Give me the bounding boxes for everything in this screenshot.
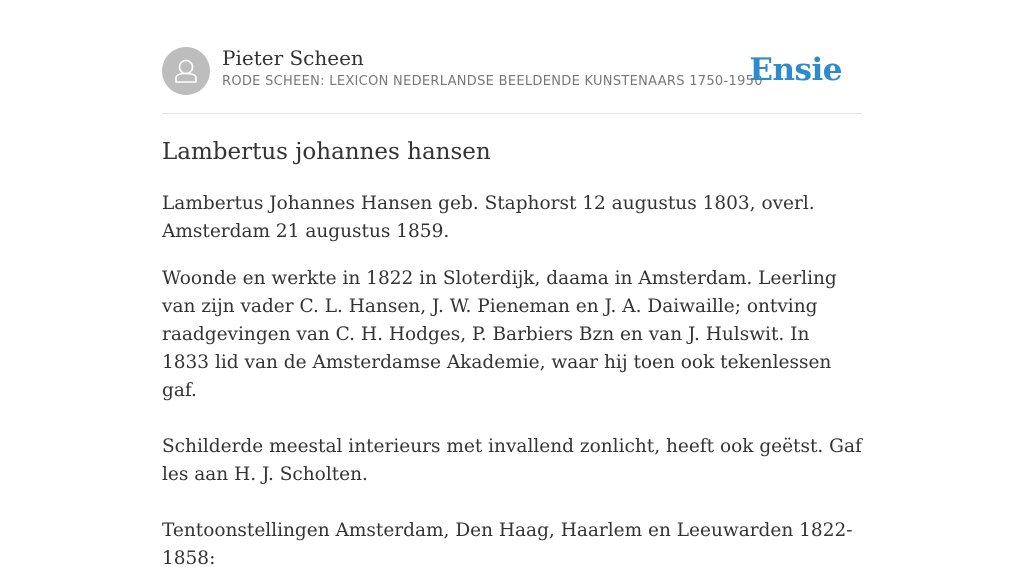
source-name[interactable]: RODE SCHEEN: LEXICON NEDERLANDSE BEELDENDE KUNSTENAARS 1750-1950 (222, 74, 763, 89)
article-body (162, 190, 862, 573)
author-name[interactable]: Pieter Scheen (222, 46, 364, 70)
header-divider (162, 113, 862, 114)
paragraph: Lambertus Johannes Hansen geb. Staphorst 12 augustus 1803, overl. Amsterdam 21 augustus 1859. (162, 193, 815, 242)
article-header (162, 46, 862, 96)
paragraph: Woonde en werkte in 1822 in Sloterdijk, daama in Amsterdam. Leerling van zijn vader C. L. Hansen, J. W. Pieneman en J. A. Daiwaille; ontving raadgevingen van C. H. Hodges, P. Barbiers Bzn en van J. Hulswit. In 1833 lid van de Amsterdamse Akademie, waar hij toen ook tekenlessen gaf. (162, 268, 837, 401)
user-icon (162, 47, 210, 95)
paragraph: Schilderde meestal interieurs met invallend zonlicht, heeft ook geëtst. Gaf les aan H. J. Scholten. (162, 436, 862, 485)
ensie-logo[interactable]: Ensie (749, 52, 842, 88)
paragraph: Tentoonstellingen Amsterdam, Den Haag, Haarlem en Leeuwarden 1822-1858: (162, 520, 853, 569)
article-page (162, 0, 862, 569)
article-title: Lambertus johannes hansen (162, 139, 491, 165)
avatar[interactable] (162, 47, 210, 95)
